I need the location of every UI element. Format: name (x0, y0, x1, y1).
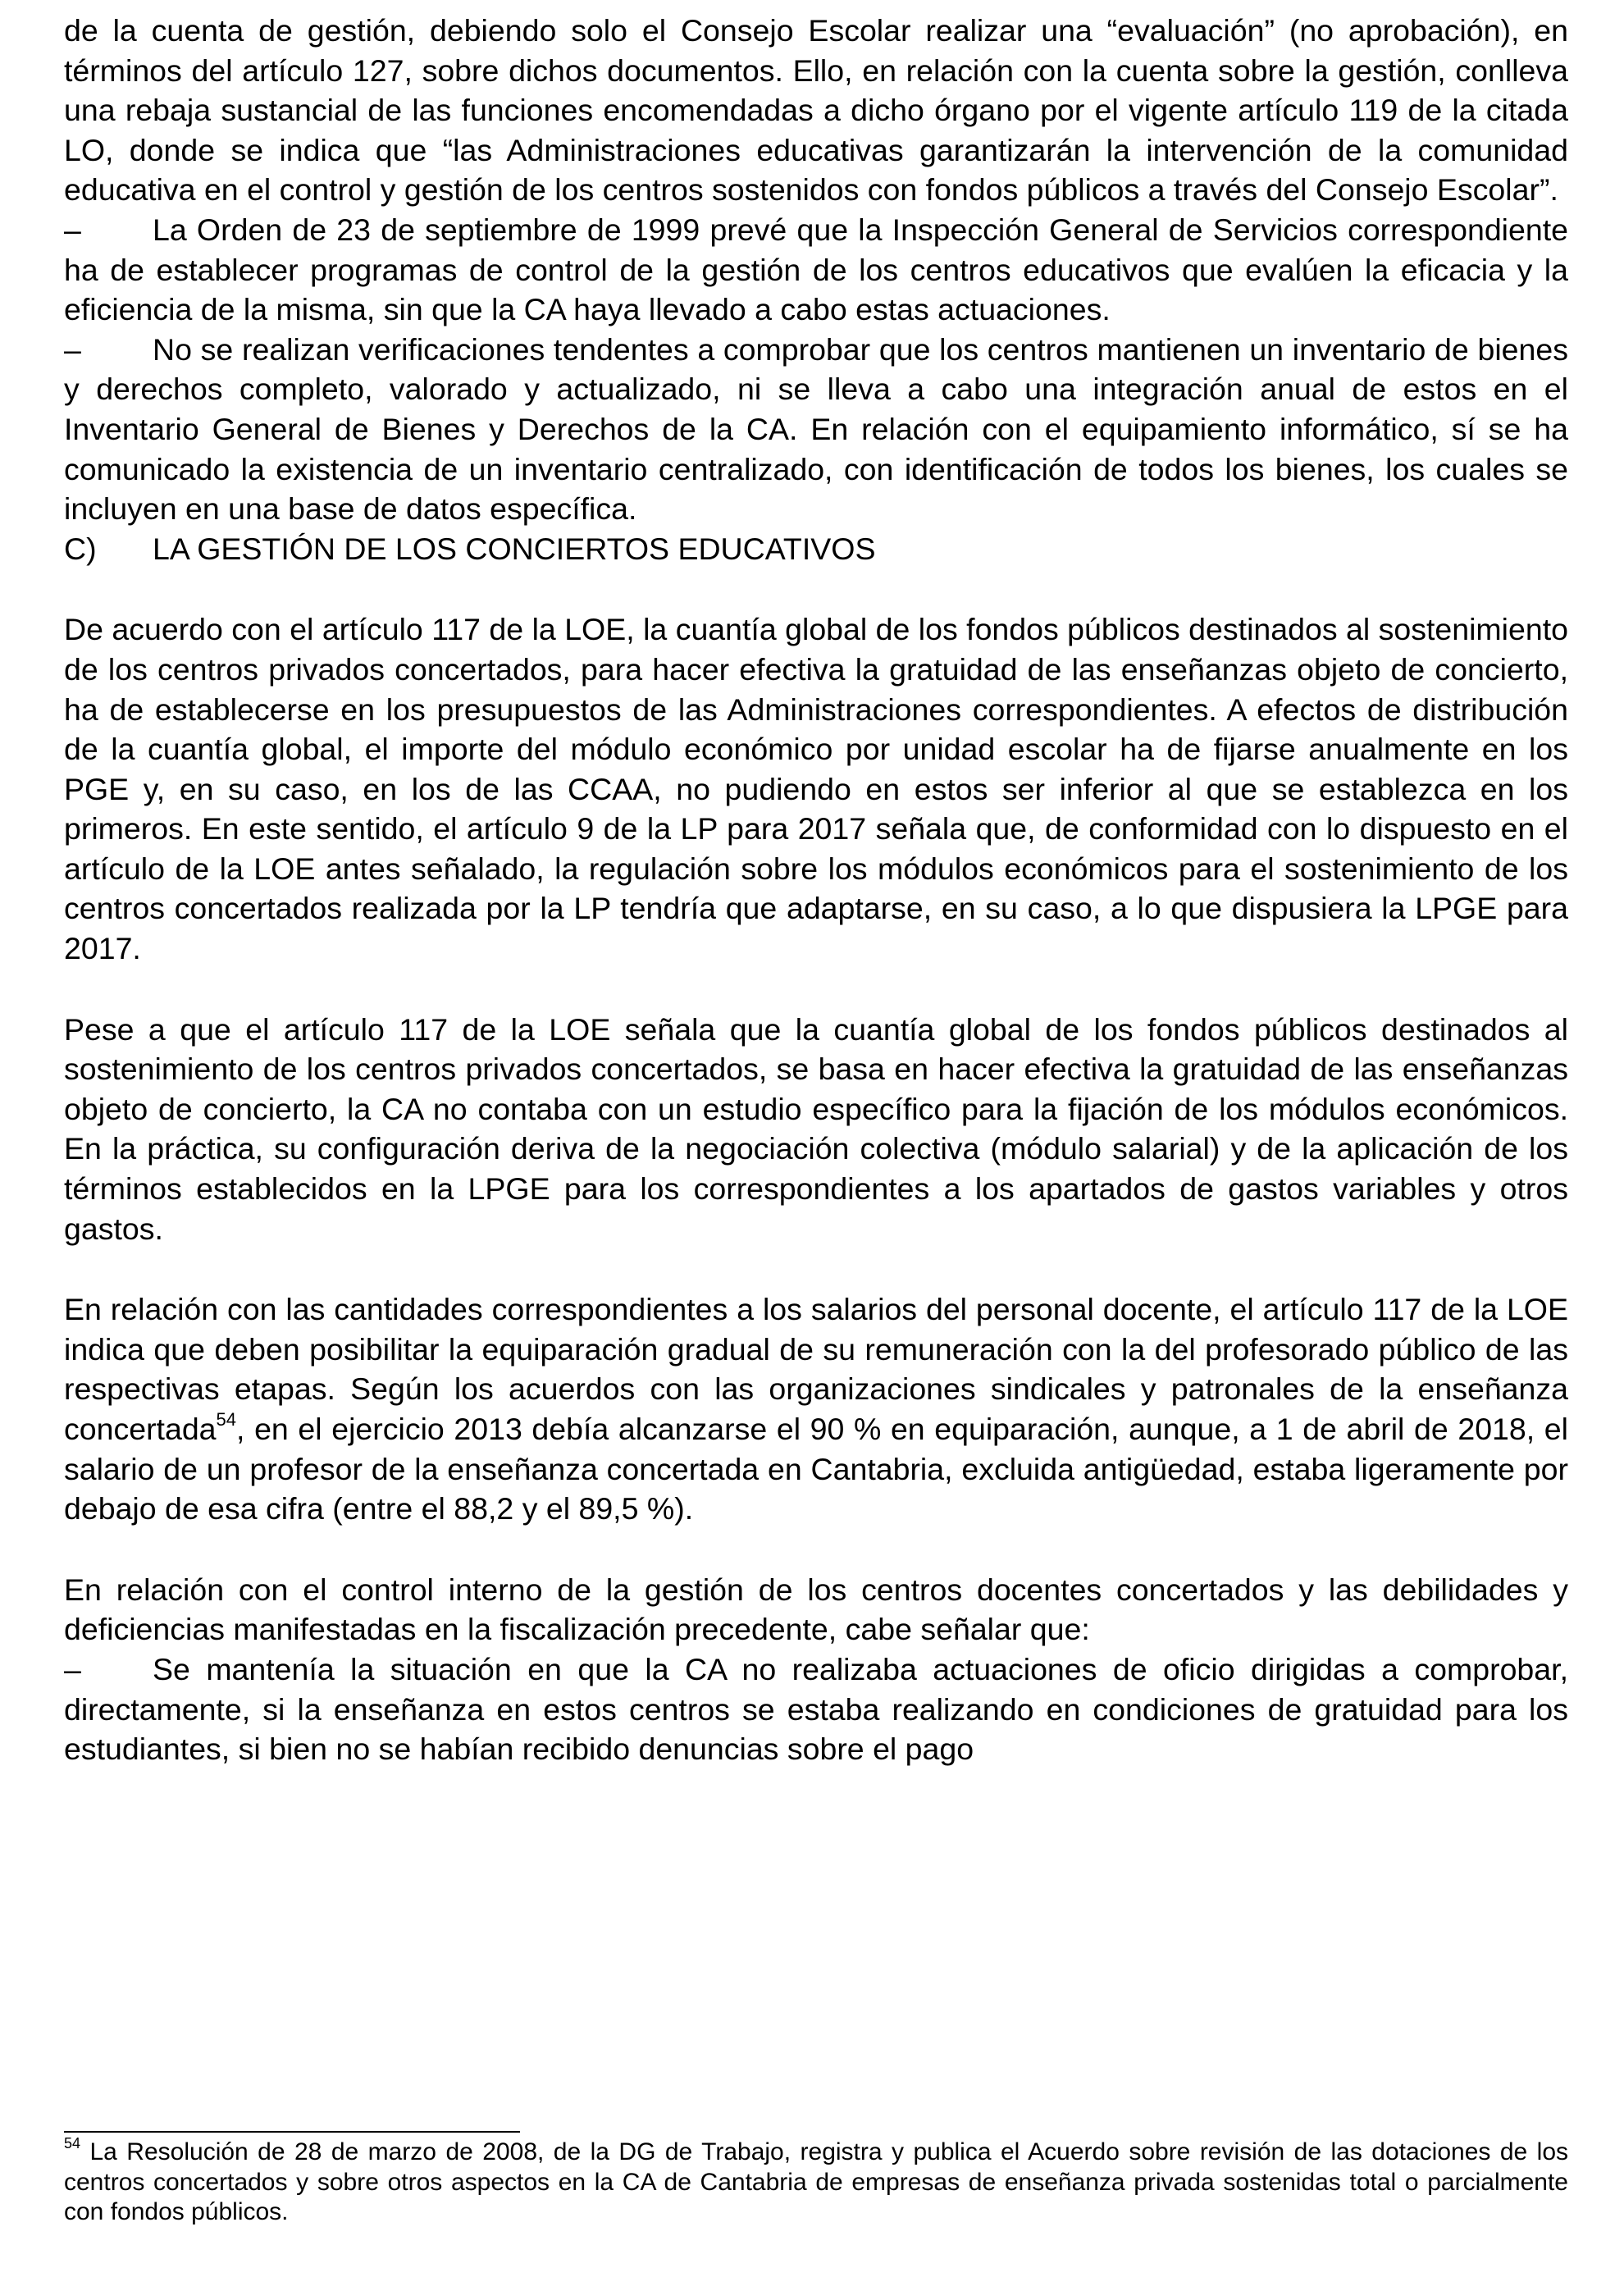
footnote-text: La Resolución de 28 de marzo de 2008, de la DG de Trabajo, registra y publica el Acuerdo sobre revisión de las dotaciones de los centros concertados y sobre otros aspectos en la CA de Cantabria de empresas de enseñanza privada sostenidas total o parcialmente con fondos públicos. (64, 2138, 1568, 2225)
bullet-text: No se realizan verificaciones tendentes a comprobar que los centros mantienen un inventario de bienes y derechos completo, valorado y actualizado, ni se lleva a cabo una integración anual de estos en el Inventario General de Bienes y Derechos de la CA. En relación con el equipamiento informático, sí se ha comunicado la existencia de un inventario centralizado, con identificación de todos los bienes, los cuales se incluyen en una base de datos específica. (64, 331, 1568, 527)
footnote-reference[interactable]: 54 (216, 1408, 237, 1430)
bullet-dash: – (64, 1651, 81, 1686)
paragraph-control-interno: En relación con el control interno de la gestión de los centros docentes concertados y las debilidades y deficiencias manifestadas en la fiscalización precedente, cabe señalar que: (64, 1572, 1568, 1647)
bullet-text: Se mantenía la situación en que la CA no realizaba actuaciones de oficio dirigidas a comprobar, directamente, si la enseñanza en estos centros se estaba realizando en condiciones de gratuidad para los estudiantes, si bien no se habían recibido denuncias sobre el pago (64, 1651, 1568, 1767)
paragraph-modulos-economicos: Pese a que el artículo 117 de la LOE señala que la cuantía global de los fondos públicos destinados al sostenimiento de los centros privados concertados, se basa en hacer efectiva la gratuidad de las enseñanzas objeto de concierto, la CA no contaba con un estudio específico para la fijación de los módulos económicos. En la práctica, su configuración deriva de la negociación colectiva (módulo salarial) y de la aplicación de los términos establecidos en la LPGE para los correspondientes a los apartados de gastos variables y otros gastos. (64, 1011, 1568, 1246)
bullet-inventario (64, 330, 1568, 529)
paragraph-consejo-escolar: de la cuenta de gestión, debiendo solo el Consejo Escolar realizar una “evaluación” (no aprobación), en términos del artículo 127, sobre dichos documentos. Ello, en relación con la cuenta sobre la gestión, conlleva una rebaja sustancial de las funciones encomendadas a dicho órgano por el vigente artículo 119 de la citada LO, donde se indica que “las Administraciones educativas garantizarán la intervención de la comunidad educativa en el control y gestión de los centros sostenidos con fondos públicos a través del Consejo Escolar”. (64, 13, 1568, 208)
section-heading-label: C) (64, 531, 97, 566)
section-heading (64, 529, 1568, 569)
bullet-dash: – (64, 331, 81, 367)
footnote (64, 2135, 1568, 2228)
paragraph-text-part-2: , en el ejercicio 2013 debía alcanzarse el 90 % en equiparación, aunque, a 1 de abril de 2018, el salario de un profesor de la enseñanza concertada en Cantabria, excluida antigüedad, estaba ligeramente por debajo de esa cifra (entre el 88,2 y el 89,5 %). (64, 1412, 1568, 1526)
bullet-text: La Orden de 23 de septiembre de 1999 prevé que la Inspección General de Servicios correspondiente ha de establecer programas de control de la gestión de los centros educativos que evalúen la eficacia y la eficiencia de la misma, sin que la CA haya llevado a cabo estas actuaciones. (64, 212, 1568, 327)
paragraph-text-part-1: En relación con las cantidades correspondientes a los salarios del personal docente, el artículo 117 de la LOE indica que deben posibilitar la equiparación gradual de su remuneración con la del profesorado público de las respectivas etapas. Según los acuerdos con las organizaciones sindicales y patronales de la enseñanza concertada (64, 1292, 1568, 1446)
bullet-orden-1999 (64, 210, 1568, 330)
footnote-separator (64, 2131, 520, 2133)
bullet-gratuidad (64, 1650, 1568, 1769)
paragraph-articulo-117: De acuerdo con el artículo 117 de la LOE, la cuantía global de los fondos públicos destinados al sostenimiento de los centros privados concertados, para hacer efectiva la gratuidad de las enseñanzas objeto de concierto, ha de establecerse en los presupuestos de las Administraciones correspondientes. A efectos de distribución de la cuantía global, el importe del módulo económico por unidad escolar ha de fijarse anualmente en los PGE y, en su caso, en los de las CCAA, no pudiendo en estos ser inferior al que se establezca en los primeros. En este sentido, el artículo 9 de la LP para 2017 señala que, de conformidad con lo dispuesto en el artículo de la LOE antes señalado, la regulación sobre los módulos económicos para el sostenimiento de los centros concertados realizada por la LP tendría que adaptarse, en su caso, a lo que dispusiera la LPGE para 2017. (64, 612, 1568, 966)
document-page (64, 0, 1568, 1769)
section-heading-text: LA GESTIÓN DE LOS CONCIERTOS EDUCATIVOS (153, 531, 876, 566)
footnote-number: 54 (64, 2135, 81, 2152)
bullet-dash: – (64, 212, 81, 247)
paragraph-salarios-docentes (64, 1289, 1568, 1529)
